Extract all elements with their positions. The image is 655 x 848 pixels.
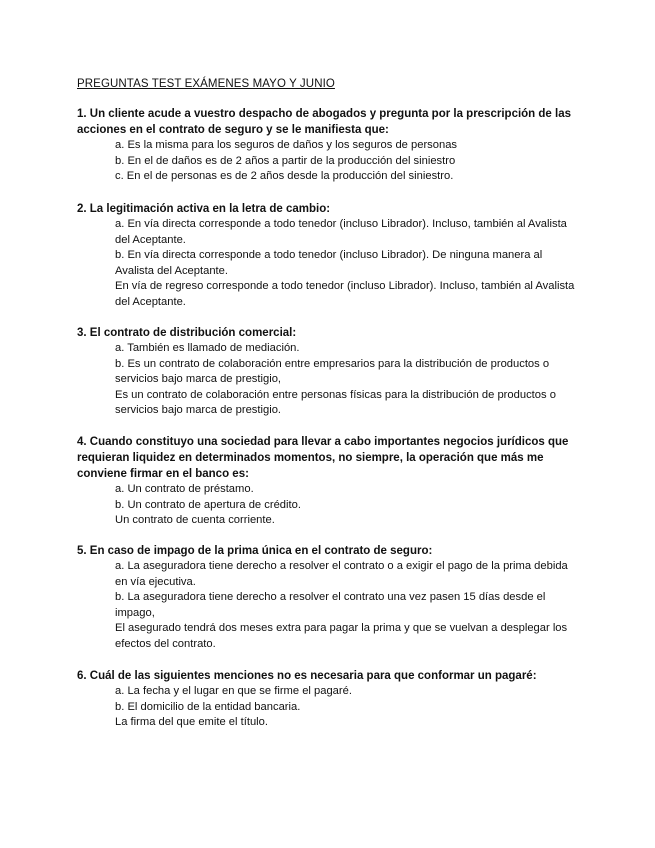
- question-title: 3. El contrato de distribución comercial:: [77, 327, 297, 339]
- option-b: b. Es un contrato de colaboración entre empresarios para la distribución de productos o servicios bajo marca de prestigio,: [115, 357, 550, 386]
- document-title: PREGUNTAS TEST EXÁMENES MAYO Y JUNIO: [77, 78, 335, 90]
- question-6: [77, 668, 577, 731]
- options-list: [77, 341, 577, 419]
- option-a: a. En vía directa corresponde a todo tenedor (incluso Librador). Incluso, también al Avalista del Aceptante.: [115, 218, 567, 246]
- option-b: b. En el de daños es de 2 años a partir de la producción del siniestro: [115, 154, 456, 167]
- question-title: 1. Un cliente acude a vuestro despacho de abogados y pregunta por la prescripción de las acciones en el contrato de seguro y se le manifiesta que:: [77, 108, 572, 136]
- options-list: [77, 217, 577, 311]
- question-title: 2. La legitimación activa en la letra de cambio:: [77, 203, 331, 215]
- option-b: b. Un contrato de apertura de crédito.: [115, 498, 301, 511]
- option-a: a. Es la misma para los seguros de daños y los seguros de personas: [115, 139, 458, 151]
- question-3: [77, 325, 577, 419]
- question-title: 6. Cuál de las siguientes menciones no es necesaria para que conformar un pagaré:: [77, 670, 537, 682]
- options-list: [77, 138, 577, 185]
- option-c: Es un contrato de colaboración entre personas físicas para la distribución de productos o servicios bajo marca de prestigio.: [115, 388, 556, 417]
- option-c: Un contrato de cuenta corriente.: [115, 514, 275, 527]
- option-a: a. La aseguradora tiene derecho a resolver el contrato o a exigir el pago de la prima debida en vía ejecutiva.: [115, 560, 568, 588]
- options-list: [77, 482, 577, 529]
- option-a: a. Un contrato de préstamo.: [115, 483, 254, 495]
- options-list: [77, 684, 577, 731]
- question-1: [77, 106, 577, 185]
- option-c: c. En el de personas es de 2 años desde la producción del siniestro.: [115, 170, 454, 183]
- options-list: [77, 559, 577, 653]
- question-2: [77, 201, 577, 311]
- option-c: El asegurado tendrá dos meses extra para pagar la prima y que se vuelvan a desplegar los efectos del contrato.: [115, 622, 568, 650]
- option-b: b. En vía directa corresponde a todo tenedor (incluso Librador). De ninguna manera al Avalista del Aceptante.: [115, 249, 543, 277]
- option-b: b. El domicilio de la entidad bancaria.: [115, 700, 301, 713]
- question-4: [77, 434, 577, 529]
- question-title: 5. En caso de impago de la prima única en el contrato de seguro:: [77, 545, 433, 557]
- question-title: 4. Cuando constituyo una sociedad para llevar a cabo importantes negocios jurídicos que requieran liquidez en determinados momentos, no siempre, la operación que más me conviene firmar en el banco es:: [77, 436, 569, 480]
- option-c: En vía de regreso corresponde a todo tenedor (incluso Librador). Incluso, también al Avalista del Aceptante.: [115, 280, 575, 308]
- option-c: La firma del que emite el título.: [115, 716, 268, 729]
- option-b: b. La aseguradora tiene derecho a resolver el contrato una vez pasen 15 días desde el impago,: [115, 591, 546, 619]
- question-5: [77, 543, 577, 653]
- option-a: a. También es llamado de mediación.: [115, 342, 300, 354]
- option-a: a. La fecha y el lugar en que se firme el pagaré.: [115, 685, 352, 697]
